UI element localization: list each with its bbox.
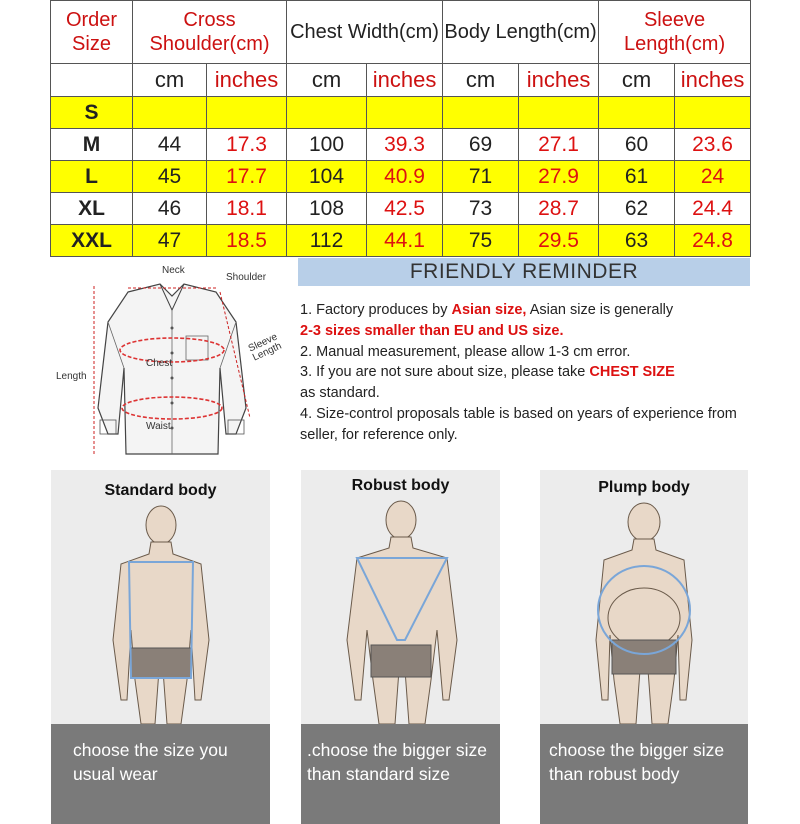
plump-body-figure <box>540 470 748 724</box>
value-cm <box>599 97 675 129</box>
reminder-red-text: CHEST SIZE <box>589 364 675 381</box>
reminder-text: 3. If you are not sure about size, please take <box>300 364 590 381</box>
reminder-item-2 <box>300 342 748 363</box>
robust-body-figure <box>301 470 500 724</box>
reminder-title: FRIENDLY REMINDER <box>298 258 750 286</box>
value-cm: 112 <box>287 225 367 257</box>
unit-cell: cm <box>287 64 367 97</box>
unit-cell: inches <box>367 64 443 97</box>
header-sleeve-length <box>599 1 751 64</box>
reminder-item-1 <box>300 300 748 342</box>
size-label: M <box>51 129 133 161</box>
value-inches: 18.1 <box>207 193 287 225</box>
header-body-length <box>443 1 599 64</box>
value-inches: 28.7 <box>519 193 599 225</box>
value-cm: 61 <box>599 161 675 193</box>
diagram-label-chest: Chest <box>146 358 173 369</box>
body-type-caption: choose the size you usual wear <box>73 740 228 784</box>
value-inches: 42.5 <box>367 193 443 225</box>
header-order-size <box>51 1 133 64</box>
body-type-title: Robust body <box>351 477 450 494</box>
value-cm <box>287 97 367 129</box>
value-cm <box>443 97 519 129</box>
value-cm: 69 <box>443 129 519 161</box>
header-cross-shoulder-label: Cross Shoulder(cm) <box>149 9 270 55</box>
value-cm: 75 <box>443 225 519 257</box>
reminder-text: as standard. <box>300 385 380 402</box>
value-inches: 27.1 <box>519 129 599 161</box>
reminder-item-3 <box>300 362 748 404</box>
unit-cell: inches <box>519 64 599 97</box>
size-label: XL <box>51 193 133 225</box>
value-inches <box>367 97 443 129</box>
value-inches: 17.7 <box>207 161 287 193</box>
value-cm: 46 <box>133 193 207 225</box>
unit-cell: cm <box>133 64 207 97</box>
value-inches: 29.5 <box>519 225 599 257</box>
unit-cell: cm <box>599 64 675 97</box>
reminder-list <box>300 300 748 446</box>
value-inches <box>207 97 287 129</box>
unit-blank <box>51 64 133 97</box>
caption-box <box>540 724 748 824</box>
size-label: L <box>51 161 133 193</box>
size-row-xxl <box>51 225 751 257</box>
unit-cell: inches <box>207 64 287 97</box>
value-inches: 23.6 <box>675 129 751 161</box>
reminder-text: Asian size is generally <box>526 302 674 318</box>
value-inches: 44.1 <box>367 225 443 257</box>
caption-box <box>51 724 270 824</box>
value-cm: 108 <box>287 193 367 225</box>
body-type-plump <box>540 470 748 824</box>
value-cm: 104 <box>287 161 367 193</box>
diagram-label-waist: Waist <box>146 421 171 432</box>
value-cm: 44 <box>133 129 207 161</box>
body-type-caption: .choose the bigger size than standard size <box>307 740 487 784</box>
value-inches <box>675 97 751 129</box>
value-cm: 73 <box>443 193 519 225</box>
body-type-title: Standard body <box>104 482 217 499</box>
header-chest-width <box>287 1 443 64</box>
caption-box <box>301 724 500 824</box>
value-inches: 24.8 <box>675 225 751 257</box>
body-type-robust <box>301 470 500 824</box>
reminder-text: 1. Factory produces by <box>300 302 452 318</box>
diagram-label-neck: Neck <box>162 265 185 276</box>
diagram-label-length: Length <box>56 371 87 382</box>
reminder-text: 4. Size-control proposals table is based on years of experience from seller, for reference only. <box>300 405 737 443</box>
header-order-size-label: Order Size <box>65 9 118 55</box>
diagram-label-sleeve: Sleeve Length <box>246 331 284 364</box>
value-cm: 100 <box>287 129 367 161</box>
value-cm: 63 <box>599 225 675 257</box>
value-inches: 39.3 <box>367 129 443 161</box>
value-cm: 62 <box>599 193 675 225</box>
value-cm: 71 <box>443 161 519 193</box>
value-cm: 47 <box>133 225 207 257</box>
value-inches: 24 <box>675 161 751 193</box>
standard-body-figure <box>51 470 270 724</box>
size-label: S <box>51 97 133 129</box>
unit-cell: cm <box>443 64 519 97</box>
value-inches: 27.9 <box>519 161 599 193</box>
size-label: XXL <box>51 225 133 257</box>
unit-cell: inches <box>675 64 751 97</box>
value-inches: 17.3 <box>207 129 287 161</box>
diagram-label-shoulder: Shoulder <box>226 272 267 283</box>
reminder-red-text: Asian size, <box>451 302 527 318</box>
header-chest-width-label: Chest Width(cm) <box>290 21 439 43</box>
size-row-m <box>51 129 751 161</box>
value-inches: 40.9 <box>367 161 443 193</box>
size-row-xl <box>51 193 751 225</box>
header-row <box>51 1 751 64</box>
value-inches: 18.5 <box>207 225 287 257</box>
unit-row <box>51 64 751 97</box>
header-body-length-label: Body Length(cm) <box>444 21 597 43</box>
shirt-measurement-diagram <box>50 258 298 460</box>
value-cm: 60 <box>599 129 675 161</box>
value-cm: 45 <box>133 161 207 193</box>
body-type-caption: choose the bigger size than robust body <box>549 740 725 784</box>
value-cm <box>133 97 207 129</box>
size-row-s <box>51 97 751 129</box>
body-type-title: Plump body <box>598 479 690 496</box>
value-inches: 24.4 <box>675 193 751 225</box>
header-cross-shoulder <box>133 1 287 64</box>
header-sleeve-length-label: Sleeve Length(cm) <box>623 9 726 55</box>
size-rows <box>51 97 751 257</box>
friendly-reminder <box>298 258 750 460</box>
reminder-text: 2. Manual measurement, please allow 1-3 cm error. <box>300 343 631 360</box>
value-inches <box>519 97 599 129</box>
reminder-red-text: 2-3 sizes smaller than EU and US size. <box>300 322 564 339</box>
size-chart-table <box>50 0 751 257</box>
size-row-l <box>51 161 751 193</box>
body-type-standard <box>51 470 270 824</box>
reminder-item-4 <box>300 404 748 446</box>
